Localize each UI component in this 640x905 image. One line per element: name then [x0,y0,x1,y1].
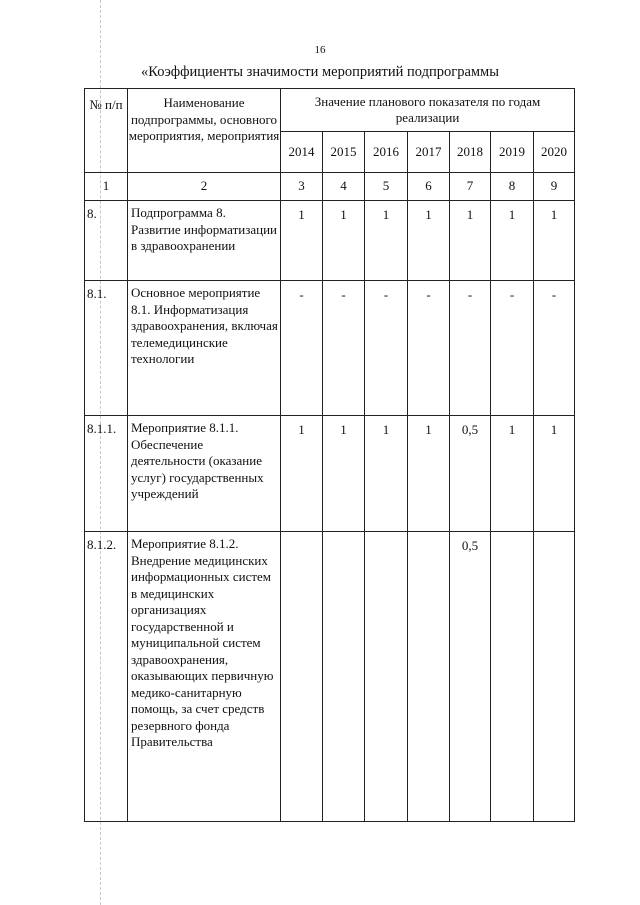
header-year: 2016 [365,132,408,173]
row-value: 1 [450,201,491,281]
row-value: - [491,281,534,416]
row-value [281,532,323,822]
column-number: 8 [491,173,534,201]
significance-coefficients-table [84,88,575,822]
header-year: 2015 [323,132,365,173]
row-value: 1 [281,201,323,281]
row-value: 1 [534,416,575,532]
header-year: 2014 [281,132,323,173]
header-year: 2017 [408,132,450,173]
column-number: 6 [408,173,450,201]
row-value: - [408,281,450,416]
column-number: 5 [365,173,408,201]
row-value: 0,5 [450,416,491,532]
row-value: 1 [408,201,450,281]
row-value: 1 [408,416,450,532]
row-code: 8. [85,201,128,281]
column-number: 9 [534,173,575,201]
page-number: 16 [314,44,326,56]
header-year: 2020 [534,132,575,173]
column-number: 1 [85,173,128,201]
row-name: Мероприятие 8.1.2. Внедрение медицинских информационных систем в медицинских организациях государственной и муниципальной систем здравоохранения, оказывающих первичную медико-санитарную помощь, за счет средств резервного фонда Правительства [128,532,281,822]
row-value [408,532,450,822]
row-code: 8.1. [85,281,128,416]
row-value: 1 [534,201,575,281]
row-value: - [281,281,323,416]
row-value: 1 [491,201,534,281]
row-value: - [450,281,491,416]
header-row-number: № п/п [85,89,128,173]
column-number: 3 [281,173,323,201]
row-value [534,532,575,822]
row-value: - [365,281,408,416]
row-code: 8.1.1. [85,416,128,532]
row-value: 0,5 [450,532,491,822]
header-year: 2019 [491,132,534,173]
column-number: 2 [128,173,281,201]
row-value [365,532,408,822]
header-name: Наименование подпрограммы, основного мероприятия, мероприятия [128,89,281,173]
row-value: 1 [281,416,323,532]
document-title: «Коэффициенты значимости мероприятий подпрограммы [141,64,499,80]
table-row [85,532,575,822]
column-number: 4 [323,173,365,201]
header-year: 2018 [450,132,491,173]
row-value [323,532,365,822]
column-numbers-row [85,173,575,201]
row-value: 1 [323,416,365,532]
row-value: 1 [365,416,408,532]
column-number: 7 [450,173,491,201]
row-value [491,532,534,822]
row-name: Подпрограмма 8. Развитие информатизации в здравоохранении [128,201,281,281]
row-code: 8.1.2. [85,532,128,822]
header-planned-values: Значение планового показателя по годам реализации [281,89,575,132]
row-name: Основное мероприятие 8.1. Информатизация здравоохранения, включая телемедицинские технологии [128,281,281,416]
row-value: 1 [365,201,408,281]
table-row [85,281,575,416]
row-value: - [534,281,575,416]
table-row [85,201,575,281]
row-name: Мероприятие 8.1.1. Обеспечение деятельности (оказание услуг) государственных учреждений [128,416,281,532]
table-row [85,416,575,532]
table-header-row [85,89,575,132]
row-value: - [323,281,365,416]
row-value: 1 [323,201,365,281]
row-value: 1 [491,416,534,532]
